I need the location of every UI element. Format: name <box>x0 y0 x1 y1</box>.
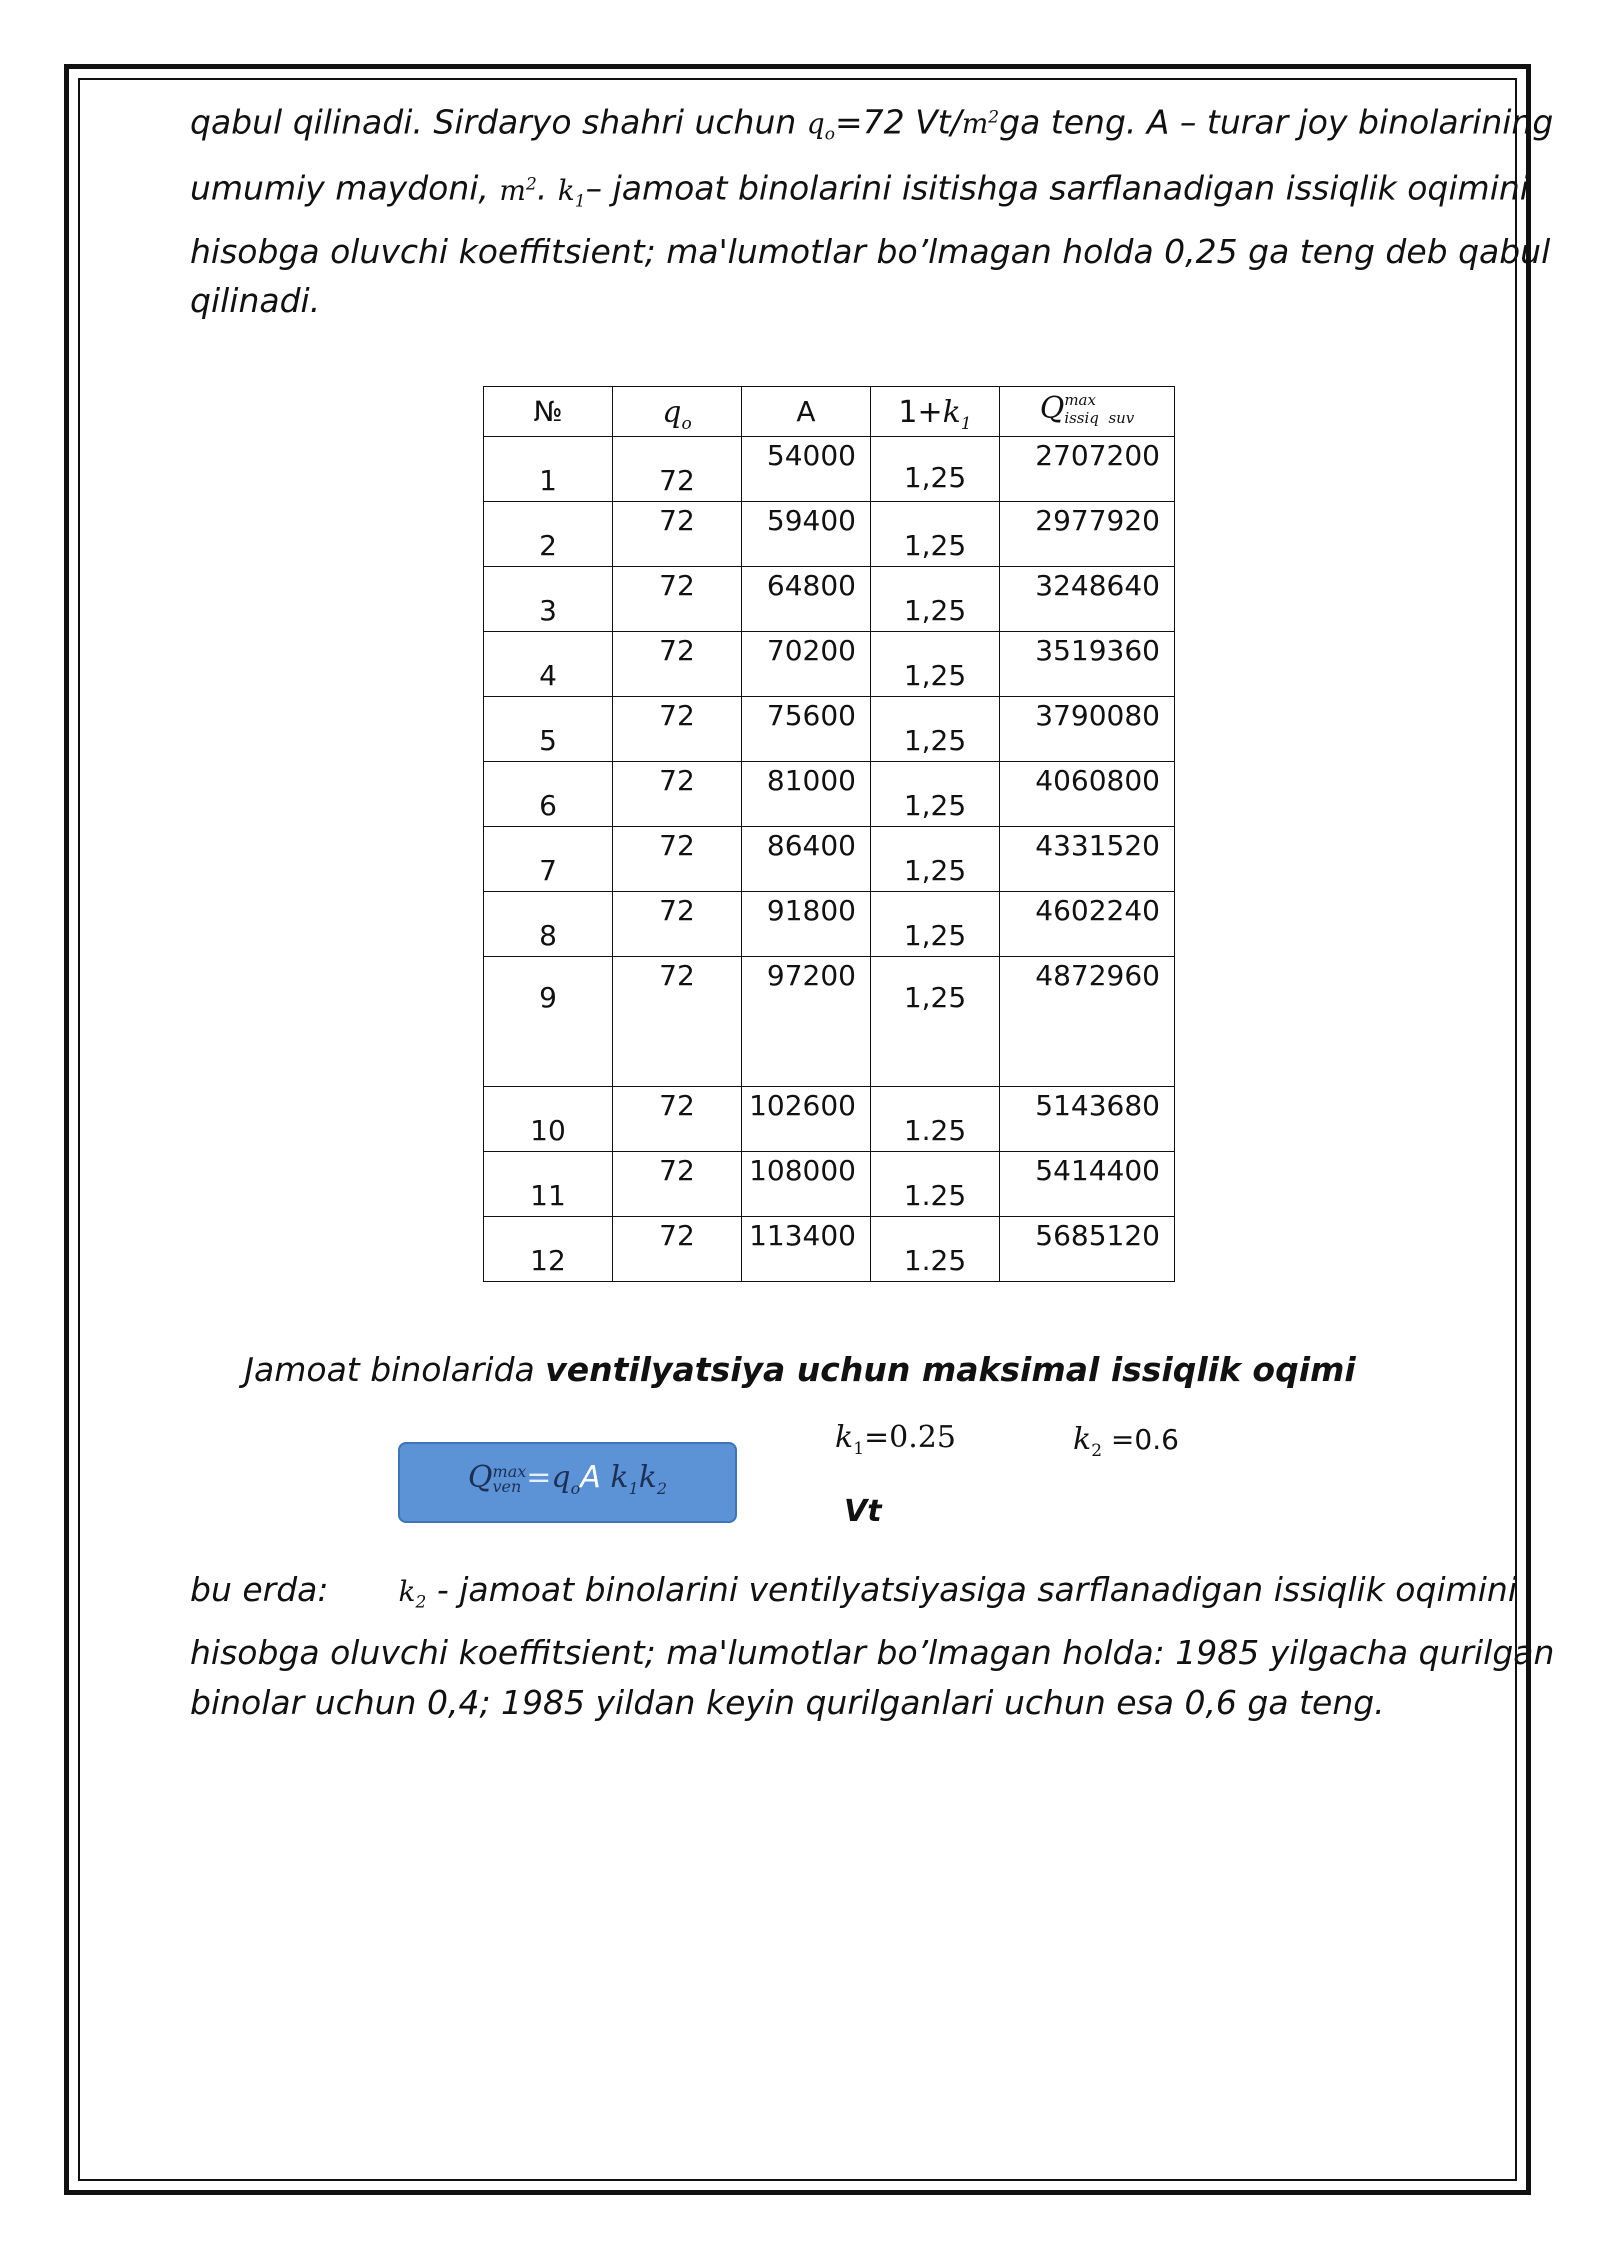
cell-a: 113400 <box>742 1217 871 1282</box>
cell-Q: 2707200 <box>1000 437 1175 502</box>
intro-text: – jamoat binolarini isitishga sarflanadigan issiqlik oqimini <box>585 168 1529 208</box>
cell-q: 72 <box>613 1152 742 1217</box>
cell-Q: 3790080 <box>1000 697 1175 762</box>
cell-Q: 5414400 <box>1000 1152 1175 1217</box>
cell-a: 86400 <box>742 827 871 892</box>
cell-k: 1,25 <box>871 697 1000 762</box>
table-row <box>484 697 1175 762</box>
cell-q: 72 <box>613 1217 742 1282</box>
cell-no: 12 <box>484 1217 613 1282</box>
k1-value: $k_1=0.25$ <box>835 1420 956 1459</box>
cell-a: 64800 <box>742 567 871 632</box>
cell-Q: 3519360 <box>1000 632 1175 697</box>
explanation-text: - jamoat binolarini ventilyatsiyasiga sarflanadigan issiqlik oqimini <box>436 1570 1518 1609</box>
cell-q: 72 <box>613 567 742 632</box>
cell-no: 5 <box>484 697 613 762</box>
cell-a: 54000 <box>742 437 871 502</box>
cell-Q: 2977920 <box>1000 502 1175 567</box>
cell-no: 3 <box>484 567 613 632</box>
formula-ventilation: Q max ven $=q_oA$ $k_1k_2$ <box>467 1460 668 1498</box>
cell-k: 1,25 <box>871 892 1000 957</box>
unit-label: Vt <box>844 1494 882 1529</box>
cell-no: 9 <box>484 957 613 1087</box>
cell-k: 1,25 <box>871 567 1000 632</box>
cell-k: 1.25 <box>871 1152 1000 1217</box>
cell-no: 4 <box>484 632 613 697</box>
cell-k: 1,25 <box>871 957 1000 1087</box>
cell-a: 81000 <box>742 762 871 827</box>
table-row <box>484 827 1175 892</box>
table-row <box>484 1217 1175 1282</box>
cell-k: 1,25 <box>871 827 1000 892</box>
header-q: $q_o$ <box>613 387 742 437</box>
cell-k: 1,25 <box>871 437 1000 502</box>
explanation-text: bu erda: <box>190 1570 329 1609</box>
cell-a: 97200 <box>742 957 871 1087</box>
table-row <box>484 502 1175 567</box>
cell-Q: 4872960 <box>1000 957 1175 1087</box>
explanation-line-3: binolar uchun 0,4; 1985 yildan keyin qurilganlari uchun esa 0,6 ga teng. <box>190 1682 1385 1722</box>
k2-value: $k_2 =0.6$ <box>1073 1422 1179 1461</box>
q-symbol: $q_o$ <box>806 107 835 145</box>
cell-Q: 4602240 <box>1000 892 1175 957</box>
cell-q: 72 <box>613 957 742 1087</box>
table-row <box>484 892 1175 957</box>
cell-no: 7 <box>484 827 613 892</box>
unit-symbol: $m^2$ <box>499 173 537 207</box>
intro-text: qabul qilinadi. Sirdaryo shahri uchun <box>190 102 807 142</box>
table-row <box>484 1152 1175 1217</box>
explanation-paragraph <box>190 1565 1555 1727</box>
cell-Q: 4060800 <box>1000 762 1175 827</box>
header-no: № <box>484 387 613 437</box>
cell-no: 8 <box>484 892 613 957</box>
cell-k: 1,25 <box>871 502 1000 567</box>
cell-Q: 4331520 <box>1000 827 1175 892</box>
explanation-line-2: hisobga oluvchi koeffitsient; ma'lumotlar bo’lmagan holda: 1985 yilgacha qurilgan <box>190 1633 1555 1673</box>
formula-box <box>398 1442 737 1523</box>
intro-line-2 <box>190 160 1529 226</box>
cell-no: 11 <box>484 1152 613 1217</box>
cell-no: 2 <box>484 502 613 567</box>
intro-text: . <box>536 168 558 208</box>
cell-k: 1,25 <box>871 762 1000 827</box>
k2-symbol: $k_2$ <box>398 1575 427 1613</box>
data-table <box>483 386 1175 1282</box>
cell-k: 1.25 <box>871 1087 1000 1152</box>
intro-line-1 <box>190 94 1554 160</box>
intro-line-4: qilinadi. <box>190 281 321 321</box>
intro-paragraph <box>190 94 1554 326</box>
table-row <box>484 632 1175 697</box>
cell-k: 1.25 <box>871 1217 1000 1282</box>
cell-no: 10 <box>484 1087 613 1152</box>
cell-q: 72 <box>613 632 742 697</box>
intro-text: umumiy maydoni, <box>190 168 500 208</box>
cell-no: 6 <box>484 762 613 827</box>
cell-k: 1,25 <box>871 632 1000 697</box>
cell-a: 108000 <box>742 1152 871 1217</box>
section-heading: Jamoat binolarida ventilyatsiya uchun maksimal issiqlik oqimi <box>244 1350 1356 1389</box>
cell-q: 72 <box>613 502 742 567</box>
cell-q: 72 <box>613 892 742 957</box>
cell-q: 72 <box>613 762 742 827</box>
intro-line-3: hisobga oluvchi koeffitsient; ma'lumotlar bo’lmagan holda 0,25 ga teng deb qabul <box>190 231 1551 271</box>
header-a: A <box>742 387 871 437</box>
explanation-line-1 <box>190 1565 1518 1628</box>
unit-symbol: $m^2$ <box>961 107 1000 141</box>
cell-Q: 5143680 <box>1000 1087 1175 1152</box>
header-k: $1+k_1$ <box>871 387 1000 437</box>
cell-q: 72 <box>613 827 742 892</box>
intro-text: =72 Vt/ <box>834 102 962 142</box>
table-row <box>484 567 1175 632</box>
cell-a: 75600 <box>742 697 871 762</box>
cell-q: 72 <box>613 697 742 762</box>
cell-no: 1 <box>484 437 613 502</box>
cell-a: 59400 <box>742 502 871 567</box>
cell-Q: 3248640 <box>1000 567 1175 632</box>
cell-a: 102600 <box>742 1087 871 1152</box>
table-row <box>484 1087 1175 1152</box>
intro-text: ga teng. A – turar joy binolarining <box>999 102 1554 142</box>
cell-a: 70200 <box>742 632 871 697</box>
cell-q: 72 <box>613 1087 742 1152</box>
k1-symbol: $k_1$ <box>557 173 586 212</box>
table-row <box>484 762 1175 827</box>
header-Q: Q max issiq suv <box>1000 387 1175 437</box>
table-row <box>484 957 1175 1087</box>
table-header-row <box>484 387 1175 437</box>
table-row <box>484 437 1175 502</box>
cell-Q: 5685120 <box>1000 1217 1175 1282</box>
cell-q: 72 <box>613 437 742 502</box>
cell-a: 91800 <box>742 892 871 957</box>
